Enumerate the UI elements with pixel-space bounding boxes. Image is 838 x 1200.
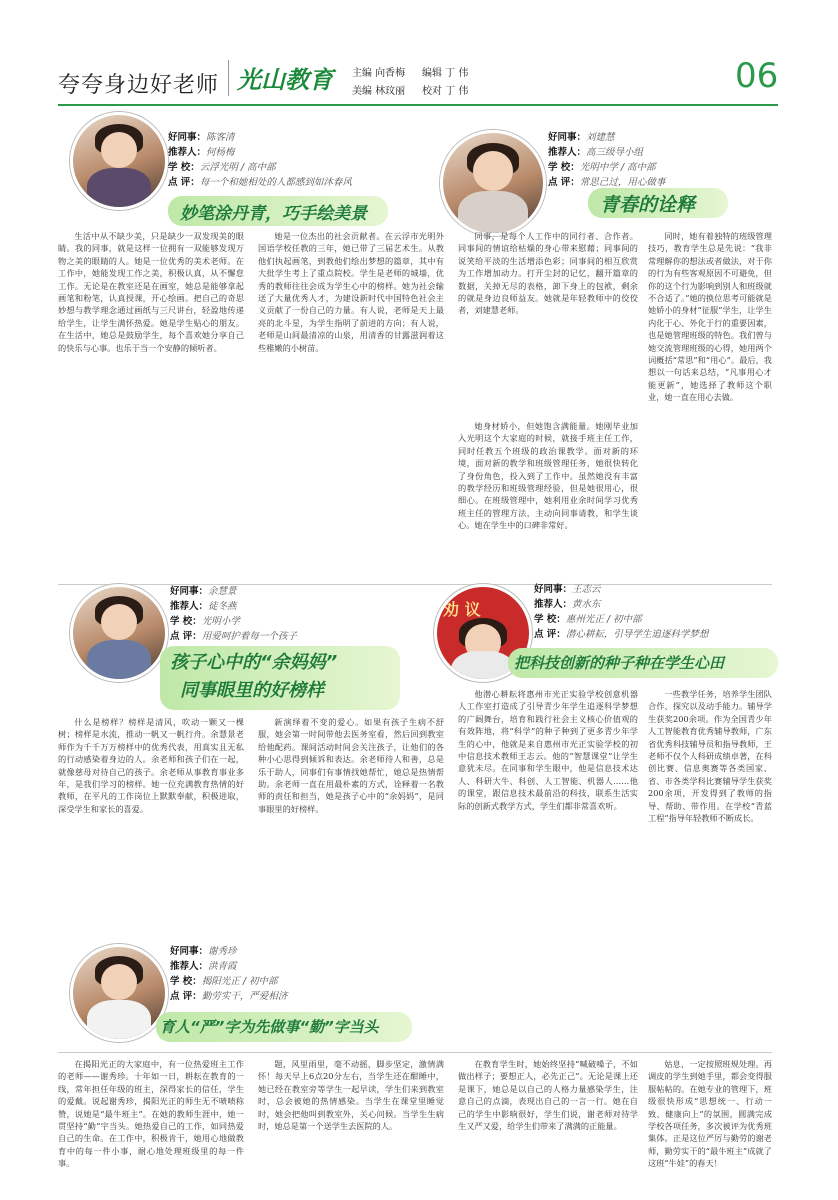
info-block-xie: 好同事：谢秀珍 推荐人：洪青霞 学 校：揭阳光正 / 初中部 点 评：勤劳实干，严爱相济 xyxy=(170,946,288,1002)
section-title: 夸夸身边好老师 xyxy=(58,73,220,98)
article-body-chen-1: 生活中从不缺少美，只是缺少一双发现美的眼睛。我的同事，就是这样一位拥有一双能够发现万物之美的眼睛的人。她是一位优秀的美术老师。在工作中，她能发现工作之美，积极认真，从不懈怠工作。无论是在教室还是在画室，她总是能够拿起画笔和粉笔，认真授课，开心绘画。把自己的奇思妙想与教学理念通过画纸与三尺讲台，轻盈地传递给学生，让学生满怀热爱。她是学生贴心的朋友。在生活中，她总是鼓励学生，每个喜欢她分享自己的快乐与心事。也乐于当一个安静的倾听者。 xyxy=(58,231,244,353)
editor-credit-2: 美编 林玟丽 xyxy=(352,86,406,97)
article-body-yu-1: 什么是榜样？榜样是清风，吹动一颗又一棵树；榜样是水流，推动一帆又一帆行舟。余慧景老师作为千千万万榜样中的优秀代表，用真实且无私的行动感染着身边的人。余老师和孩子们在一起，就像慈母对待自己的孩子。余老师从事教育事业多年，是我们学习的榜样。她一位充满教育热情的好教师，在平凡的工作岗位上默默奉献，积极进取，深受学生和家长的喜爱。 xyxy=(58,717,244,814)
article-body-liu-1: 同事，是每个人工作中的同行者、合作者。同事间的情谊给枯燥的身心带来慰藉；同事间的说笑给平淡的生活增添色彩；同事间的相互欣赏为工作增加动力。打开尘封的记忆，翻开篇章的数据，关掉无尽的表格，卸下身上的包袱，剩余的就是身边良师益友。她就是年轻教师中的佼佼者，刘建慧老师。 xyxy=(458,231,638,316)
section-divider-2 xyxy=(58,1052,772,1053)
article-body-xie-1: 在揭阳光正的大家庭中，有一位热爱班主工作的老师——谢秀珍。十年如一日，耕耘在教育的一线，常年担任年级的班主，深得家长的信任，学生的爱戴。说起谢秀珍，揭阳光正的师生无不啧啧称赞，说她是“最牛班主”。在她的教师生涯中，她一贯坚持“勤”字当头。她热爱自己的工作，如同热爱自己的生命。在工作中，积极肯干，她用心地做教育中的每一件小事，耐心地处理班级里的每一件事。 xyxy=(58,1059,244,1169)
teacher-photo-yu xyxy=(70,584,168,682)
article-title-xie: 育人“严”字为先做事“勤”字当头 xyxy=(160,1018,379,1036)
article-body-chen-2: 她是一位杰出的社会贡献者。在云浮市光明外国语学校任教的三年，她已带了三届艺术生。从教他们执起画笔，到教他们绘出梦想的篇章，其中有大批学生考上了重点院校。学生是老师的城墙，优秀的教师往往会成为学生心中的榜样。她为社会输送了大量优秀人才，为建设新时代中国特色社会主义贡献了一份自己的力量。有人说，老师是天上最亮的北斗星，为学生指明了前进的方向；有人说，老师是山间最清凉的山泉，用清香的甘露滋润着这些稚嫩的小树苗。 xyxy=(258,231,444,353)
banner-text: 劝 议 xyxy=(443,600,481,619)
proof-credit-1: 编辑 丁 伟 xyxy=(422,68,469,79)
article-body-liu-3: 她身材娇小，但她饱含满能量。她刚毕业加入光明这个大家庭的时候，就接手班主任工作，同时任教五个班级的政治课教学。面对新的环境，面对新的教学和班级管理任务，她很快转化了身份角色，投入到了工作中。虽然她没有丰富的教学经历和班级管理经验，但是她很用心，很细心。在班级管理中，她利用业余时间学习优秀班主任的管理方法，主动向同事请教，和学生谈心。她在学生中的口碑非常好。 xyxy=(458,420,638,578)
article-body-xie-4: 姑息，一定按照班规处理。再调皮的学生到她手里，都会变得服服帖帖的。在她专业的管理下，班级很快形成“思想统一、行动一致、健康向上”的氛围，圆满完成学校各项任务，多次被评为优秀班集体。正是这位严厉与勤劳的谢老师，勤劳实干的“最牛班主”成就了这班“牛娃”的春天！ xyxy=(648,1059,772,1169)
teacher-photo-xie xyxy=(70,944,168,1042)
article-body-liu-2: 同时，她有着独特的班级管理技巧，教育学生总是先说：“我非常理解你的想法或者做法，对于你的行为有些客观原因不可避免，但你的这个行为影响到别人和班级就不合适了。”她的换位思考可能就是她娇小的身材“征服”学生，让学生内化于心、外化于行的重要因素，也是她管理班级的特色。我们曾与她交流管理班级的心得，她用两个词概括“常思”和“用心”。最后，我想以一句话来总结，“凡事用心才能更新”，她选择了教师这个职业，她一直在用心去做。 xyxy=(648,231,772,403)
editor-credit-1: 主编 向香梅 xyxy=(352,68,406,79)
info-block-yu: 好同事：余慧景 推荐人：徒冬燕 学 校：光明小学 点 评：用爱呵护着每一个孩子 xyxy=(170,586,297,642)
header-rule xyxy=(58,104,778,106)
article-title-liu: 青春的诠释 xyxy=(600,194,696,216)
article-body-xie-3: 在教育学生时，她始终坚持“喊破嗓子，不如做出样子；要想正人，必先正己”。无论是课上还是课下，她总是以自己的人格力量感染学生，注意自己的点滴，表现出自己的一言一行。她在自己的学生中影响很好，学生们说，谢老师对待学生又严又爱，给学生们带来了满满的正能量。 xyxy=(458,1059,638,1132)
info-block-liu: 好同事：刘建慧 推荐人：高三级导小组 学 校：光明中学 / 高中部 点 评：常思己过，用心做事 xyxy=(548,132,666,188)
article-body-wang-1: 他潜心耕耘将惠州市光正实验学校创意机器人工作室打造成了引导青少年学生追逐科学梦想的广阔舞台，培育和践行社会主义核心价值观的有效阵地，将“科学”的种子种到了更多青少年学生的心中，他就是来自惠州市光正实验学校的初中信息技术教师王志云。他的“智慧课堂”让学生意犹未尽。在同事和学生眼中，他是信息技术达人、科研大牛、科创、人工智能、机器人……他的课堂，跟信息技术最前沿的科技，联系生活实际的创新式教学方式，学生们都非常喜欢听。 xyxy=(458,689,638,811)
proof-credit-2: 校对 丁 伟 xyxy=(422,86,469,97)
info-block-wang: 好同事：王志云 推荐人：黄水东 学 校：惠州光正 / 初中部 点 评：潜心耕耘，引导学生追逐科学梦想 xyxy=(534,584,709,640)
teacher-photo-chen xyxy=(70,112,168,210)
article-title-chen: 妙笔涂丹青，巧手绘美景 xyxy=(180,204,367,224)
newspaper-logo: 光山教育 xyxy=(228,60,345,96)
article-title-yu-2: 同事眼里的好榜样 xyxy=(180,680,324,701)
article-body-wang-2: 一些教学任务，培养学生团队合作、探究以及动手能力。辅导学生获奖200余项。作为全国青少年人工智能教育优秀辅导教师，广东省优秀科技辅导员和指导教师，王老师不仅个人科研成绩卓著，在科创比赛、信息奥赛等各类国家、省、市各类学科比赛辅导学生获奖200余项，开发得到了教师的指导、帮助、带作用。在学校“青蓝工程”指导年轻教师不断成长。 xyxy=(648,689,772,824)
article-title-yu-1: 孩子心中的“余妈妈” xyxy=(170,652,338,673)
info-block-chen: 好同事：陈客清 推荐人：何杨梅 学 校：云浮光明 / 高中部 点 评：每一个和她相处的人都感到如沐春风 xyxy=(168,132,352,188)
page-number: 06 xyxy=(735,56,779,96)
article-body-yu-2: 新演绎着不变的爱心。如果有孩子生病不舒服，她会第一时间带他去医务室看，然后回到教室给他配药。课间活动时间会关注孩子，让他们的各种小心思得到倾诉和表达。余老师待人和善，总是乐于助人，同事们有事情找她帮忙，她总是热情帮助。余老师一直在用最朴素的方式，诠释着一名教师的责任和担当，她是孩子心中的“余妈妈”，是同事眼里的好榜样。 xyxy=(258,717,444,814)
teacher-photo-liu xyxy=(440,130,546,236)
article-title-wang: 把科技创新的种子种在学生心田 xyxy=(514,654,725,672)
article-body-xie-2: 题，风里雨里，毫不动摇，脚步坚定，激情满怀！每天早上6点20分左右，当学生还在酣睡中，她已经在教室旁等学生一起早读，学生们来到教室时，总会被她的热情感染。当学生在课堂里睡觉时，她会把他叫到教室外，关心问候。当学生生病时，她总是第一个送学生去医院的人。 xyxy=(258,1059,444,1132)
